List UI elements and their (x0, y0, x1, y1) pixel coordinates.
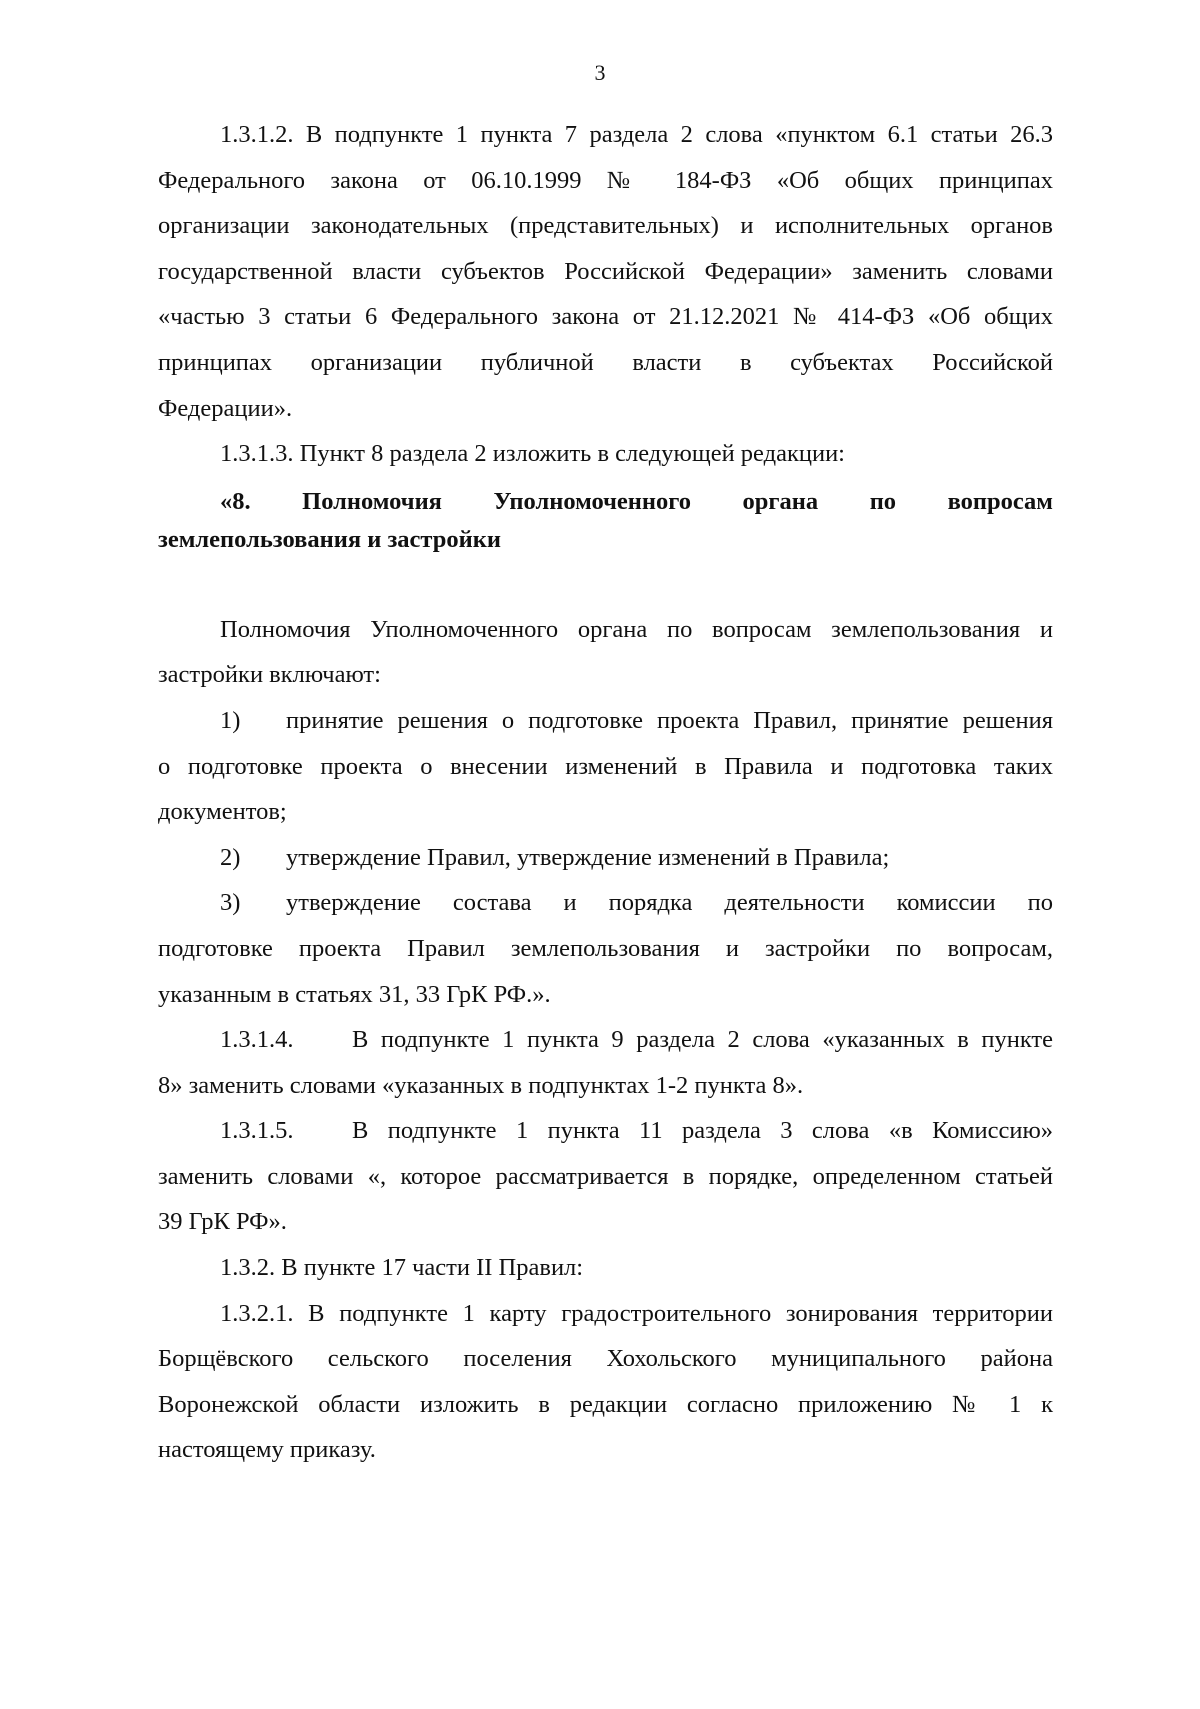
text-line (158, 386, 1053, 432)
line-text: Борщёвского сельского поселения Хохольского муниципального района (158, 1345, 1053, 1373)
text-line (158, 521, 1053, 559)
list-item (158, 880, 1053, 1017)
line-text: Воронежской области изложить в редакции согласно приложению № 1 к (158, 1390, 1053, 1418)
list-item (158, 835, 1053, 881)
text-line (158, 607, 1053, 653)
line-text: организации законодательных (представительных) и исполнительных органов (158, 212, 1053, 240)
paragraph (158, 1017, 1053, 1108)
line-text: принятие решения о подготовке проекта Правил, принятие решения (286, 706, 1053, 734)
text-line (158, 1154, 1053, 1200)
text-line (158, 112, 1053, 158)
line-text: 1.3.2. В пункте 17 части II Правил: (220, 1254, 584, 1282)
text-line (158, 972, 1053, 1018)
line-text: утверждение Правил, утверждение изменений в Правила; (286, 843, 890, 871)
line-text: подготовке проекта Правил землепользования и застройки по вопросам, (158, 934, 1053, 962)
item-marker: 1.3.1.5. (220, 1117, 294, 1145)
document-body (158, 112, 1053, 1473)
text-line (158, 926, 1053, 972)
paragraph (158, 1245, 1053, 1291)
line-text: В подпункте 1 пункта 11 раздела 3 слова «в Комиссию» (352, 1117, 1053, 1145)
text-line (158, 294, 1053, 340)
paragraph (158, 1108, 1053, 1245)
section-heading (158, 483, 1053, 559)
text-line (158, 1291, 1053, 1337)
text-line (158, 744, 1053, 790)
line-text: государственной власти субъектов Российской Федерации» заменить словами (158, 257, 1053, 285)
text-line (158, 1108, 1053, 1154)
line-text: 1.3.1.2. В подпункте 1 пункта 7 раздела 2 слова «пунктом 6.1 статьи 26.3 (220, 121, 1053, 148)
text-line (158, 340, 1053, 386)
text-line (158, 1336, 1053, 1382)
page-number: 3 (594, 60, 606, 85)
item-marker: 1) (220, 706, 241, 734)
text-line (158, 1245, 1053, 1291)
line-text: застройки включают: (158, 661, 381, 689)
line-text: указанным в статьях 31, 33 ГрК РФ.». (158, 980, 551, 1008)
line-text: 8» заменить словами «указанных в подпунктах 1-2 пункта 8». (158, 1071, 804, 1099)
text-line (158, 652, 1053, 698)
item-marker: 1.3.1.4. (220, 1026, 294, 1054)
text-line (158, 789, 1053, 835)
line-text: о подготовке проекта о внесении изменений в Правила и подготовка таких (158, 752, 1053, 780)
line-text: «8. Полномочия Уполномоченного органа по вопросам (220, 487, 1053, 515)
text-line (158, 1382, 1053, 1428)
text-line (158, 158, 1053, 204)
text-line (158, 431, 1053, 477)
line-text: Федерального закона от 06.10.1999 № 184-ФЗ «Об общих принципах (158, 166, 1053, 194)
list-item (158, 698, 1053, 835)
line-text: 39 ГрК РФ». (158, 1208, 287, 1236)
text-line (158, 1199, 1053, 1245)
text-line (158, 249, 1053, 295)
paragraph (158, 1291, 1053, 1473)
paragraph (158, 431, 1053, 477)
text-line (158, 698, 1053, 744)
line-text: Полномочия Уполномоченного органа по вопросам землепользования и (220, 615, 1053, 643)
paragraph (158, 112, 1053, 431)
line-text: 1.3.2.1. В подпункте 1 карту градостроительного зонирования территории (220, 1299, 1053, 1327)
line-text: 1.3.1.3. Пункт 8 раздела 2 изложить в следующей редакции: (220, 440, 845, 468)
line-text: документов; (158, 798, 287, 826)
line-text: настоящему приказу. (158, 1436, 376, 1464)
text-line (158, 203, 1053, 249)
line-text: землепользования и застройки (158, 525, 501, 553)
item-marker: 3) (220, 889, 241, 917)
item-marker: 2) (220, 843, 241, 871)
text-line (158, 1427, 1053, 1473)
line-text: В подпункте 1 пункта 9 раздела 2 слова «указанных в пункте (352, 1026, 1053, 1054)
text-line (158, 1017, 1053, 1063)
text-line (158, 1063, 1053, 1109)
line-text: утверждение состава и порядка деятельности комиссии по (286, 889, 1053, 917)
text-line (158, 880, 1053, 926)
text-line (158, 835, 1053, 881)
text-line (158, 483, 1053, 521)
line-text: Федерации». (158, 394, 293, 422)
line-text: заменить словами «, которое рассматривается в порядке, определенном статьей (158, 1162, 1053, 1190)
paragraph (158, 607, 1053, 698)
line-text: принципах организации публичной власти в субъектах Российской (158, 348, 1053, 376)
line-text: «частью 3 статьи 6 Федерального закона от 21.12.2021 № 414-ФЗ «Об общих (158, 303, 1053, 331)
